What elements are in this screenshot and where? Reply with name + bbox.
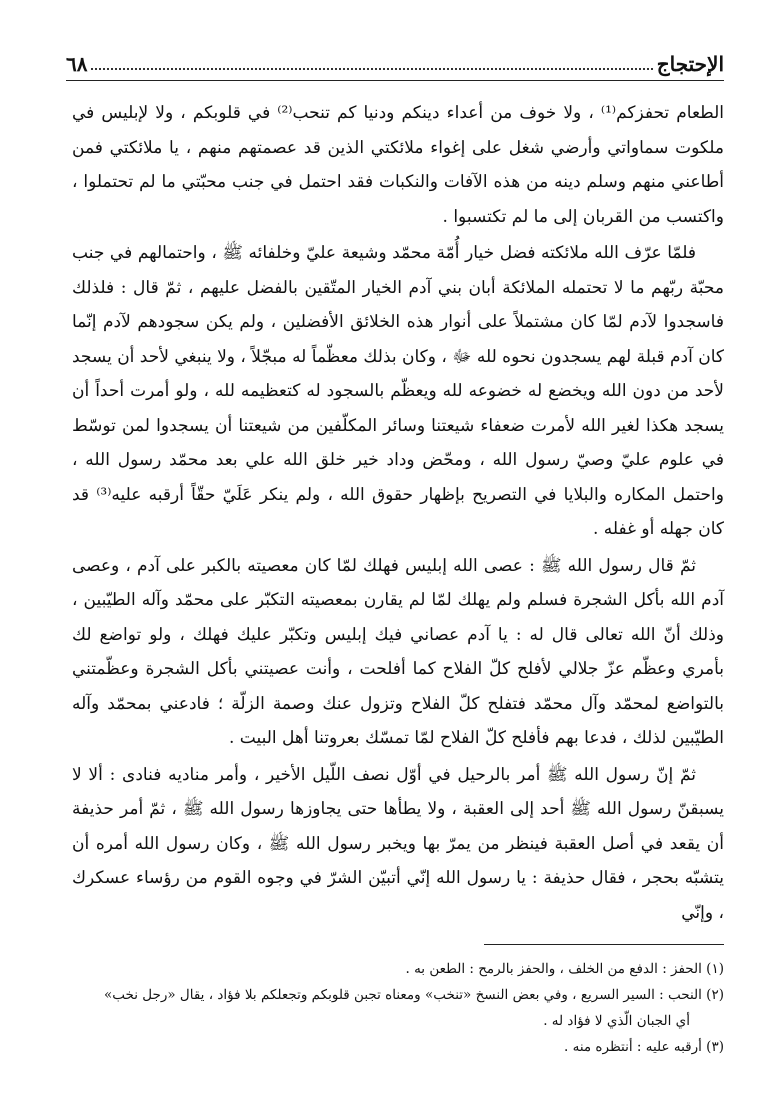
page-number: ٦٨ [66, 52, 88, 76]
main-text [72, 96, 724, 932]
paragraph-1: الطعام تحفزكم⁽¹⁾ ، ولا خوف من أعداء دينكم ودنيا كم تنحب⁽²⁾ في قلوبكم ، ولا لإبليس في ملكوت سماواتي وأرضي شغل على إغواء ملائكتي الذين قد عصمتهم منهم ، يا ملائكتي فمن أطاعني منهم وسلم دينه من هذه الآفات والنكبات فقد احتمل في جنب محبّتي ما لم تحتملوا ، واكتسب من القربان إلى ما لم تكتسبوا . [72, 103, 724, 227]
footnote-1: (١) الحفز : الدفع من الخلف ، والحفز بالرمح : الطعن به . [405, 961, 724, 977]
footnote-2: (٢) النحب : السير السريع ، وفي بعض النسخ «تنخب» ومعناه تجبن قلوبكم وتجعلكم بلا فؤاد ، يقال «رجل نخب» [104, 987, 724, 1003]
paragraph-3: ثمّ قال رسول الله ﷺ : عصى الله إبليس فهلك لمّا كان معصيته بالكبر على آدم ، وعصى آدم الله بأكل الشجرة فسلم ولم يهلك لمّا لم يقارن بمعصيته التكبّر على محمّد وآله الطيّبين ، وذلك أنّ الله تعالى قال له : يا آدم عصاني فيك إبليس وتكبّر عليك فهلك ، ولو تواضع لك بأمري وعظّم عزّ جلالي لأفلح كلّ الفلاح كما أفلحت ، وأنت عصيتني بأكل الشجرة وعظّمتني بالتواضع لمحمّد وآل محمّد فتفلح كلّ الفلاح وتزول عنك وصمة الزلّة ؛ فادعني بمحمّد وآله الطيّبين لذلك ، فدعا بهم فأفلح كلّ الفلاح لمّا تمسّك بعروتنا أهل البيت . [72, 555, 724, 748]
running-title: الإحتجاج [656, 52, 724, 76]
footnote-separator [484, 944, 724, 945]
header-leader-dots [91, 68, 652, 70]
page-header [66, 40, 724, 81]
footnote-3: (٣) أرقبه عليه : أنتظره منه . [564, 1039, 724, 1055]
footnote-2-continuation: أي الجبان الّذي لا فؤاد له . [543, 1013, 690, 1029]
paragraph-4: ثمّ إنّ رسول الله ﷺ أمر بالرحيل في أوّل نصف اللّيل الأخير ، وأمر مناديه فنادى : ألا لا يسبقنّ رسول الله ﷺ أحد إلى العقبة ، ولا يطأها حتى يجاوزها رسول الله ﷺ ، ثمّ أمر حذيفة أن يقعد في أصل العقبة فينظر من يمرّ بها ويخبر رسول الله ﷺ ، وكان رسول الله أمره أن يتشبّه بحجر ، فقال حذيفة : يا رسول الله إنّي أتبيّن الشرّ في وجوه القوم من رؤساء عسكرك ، وإنّي [72, 764, 724, 923]
paragraph-2: فلمّا عرّف الله ملائكته فضل خيار أُمّة محمّد وشيعة عليّ وخلفائه ﷺ ، واحتمالهم في جنب محبّة ربّهم ما لا تحتمله الملائكة أبان بني آدم الخيار المتّقين بالفضل عليهم ، ثمّ قال : فلذلك فاسجدوا لآدم لمّا كان مشتملاً على أنوار هذه الخلائق الأفضلين ، ولم يكن سجودهم لآدم إنّما كان آدم قبلة لهم يسجدون نحوه لله ﷻ ، وكان بذلك معظّماً له مبجّلاً ، ولا ينبغي لأحد أن يسجد لأحد من دون الله ويخضع له خضوعه لله ويعظّم بالسجود له كتعظيمه لله ، ولو أمرت أحداً أن يسجد هكذا لغير الله لأمرت ضعفاء شيعتنا وسائر المكلّفين من شيعتنا أن يسجدوا لمن توسّط في علوم عليّ وصيّ رسول الله ، ومحّض وداد خير خلق الله علي بعد محمّد رسول الله ، واحتمل المكاره والبلايا في التصريح بإظهار حقوق الله ، ولم ينكر عَلَيّ حقّاً أرقبه عليه⁽³⁾ قد كان جهله أو غفله . [72, 243, 724, 539]
footnotes [72, 956, 724, 1060]
